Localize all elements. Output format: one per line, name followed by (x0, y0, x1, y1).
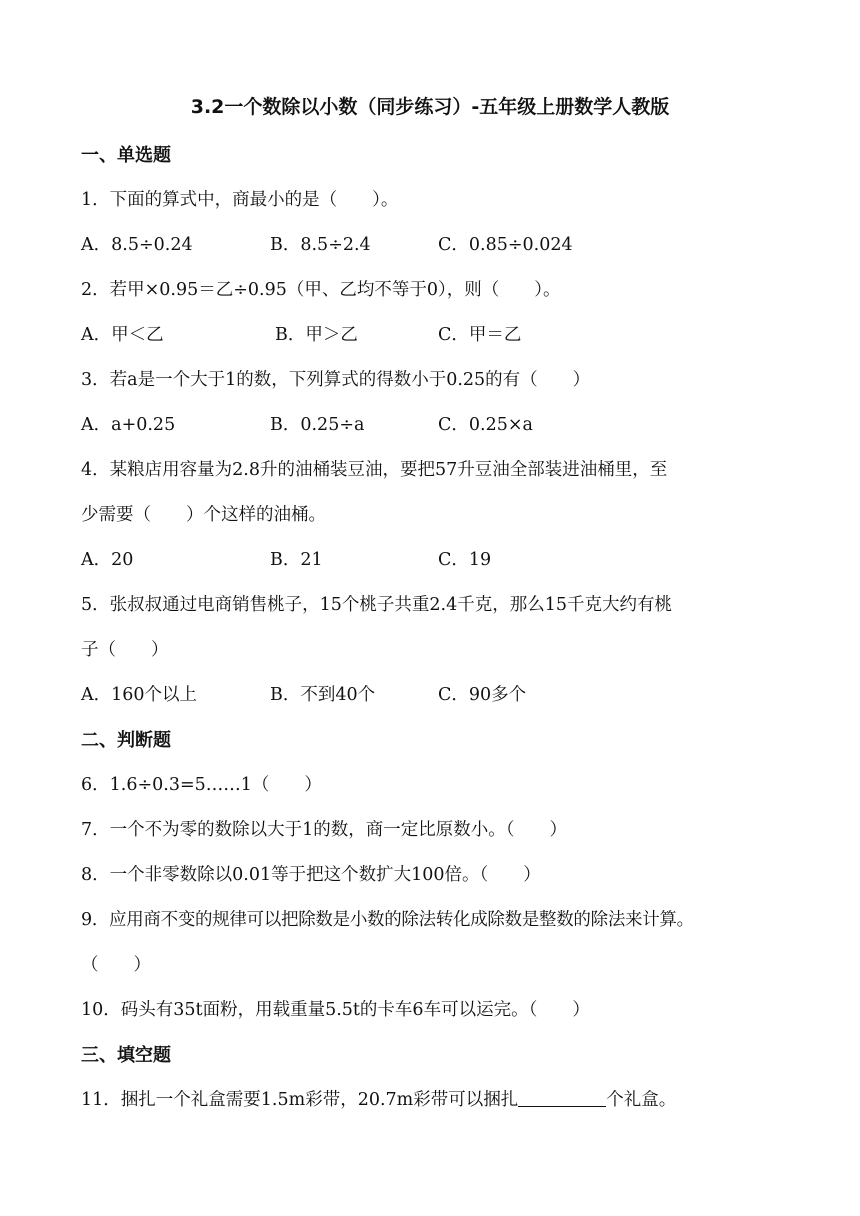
q4-option-b: B．21 (270, 550, 323, 570)
q3-option-c: C．0.25×a (438, 415, 533, 435)
question-9-line-2: （ ） (81, 955, 151, 975)
q2-option-a: A．甲＜乙 (81, 325, 164, 345)
page-title: 3.2一个数除以小数（同步练习）-五年级上册数学人教版 (190, 96, 670, 118)
question-5-line-1: 5．张叔叔通过电商销售桃子，15个桃子共重2.4千克，那么15千克大约有桃 (81, 595, 672, 615)
q2-option-b: B．甲＞乙 (275, 325, 358, 345)
section-heading-true-false: 二、判断题 (81, 730, 171, 751)
question-3: 3．若a是一个大于1的数，下列算式的得数小于0.25的有（ ） (81, 370, 591, 390)
question-11-text: 11．捆扎一个礼盒需要1.5m彩带，20.7m彩带可以捆扎 (81, 1090, 519, 1110)
q1-option-c: C．0.85÷0.024 (438, 235, 573, 255)
question-2: 2．若甲×0.95＝乙÷0.95（甲、乙均不等于0），则（ ）。 (81, 280, 561, 300)
section-heading-single-choice: 一、单选题 (81, 145, 171, 166)
q4-option-a: A．20 (81, 550, 134, 570)
q1-option-b: B．8.5÷2.4 (270, 235, 371, 255)
q4-option-c: C．19 (438, 550, 492, 570)
answer-blank[interactable] (518, 1088, 606, 1107)
q5-option-a: A．160个以上 (81, 685, 198, 705)
question-7: 7．一个不为零的数除以大于1的数，商一定比原数小。（ ） (81, 820, 568, 840)
question-4-line-1: 4．某粮店用容量为2.8升的油桶装豆油，要把57升豆油全部装进油桶里，至 (81, 460, 668, 480)
q3-option-a: A．a+0.25 (81, 415, 176, 435)
q3-option-b: B．0.25÷a (270, 415, 365, 435)
q2-option-c: C．甲＝乙 (438, 325, 522, 345)
question-4-line-2: 少需要（ ）个这样的油桶。 (81, 505, 326, 525)
question-11 (81, 1086, 676, 1111)
q5-option-b: B．不到40个 (270, 685, 376, 705)
question-6: 6．1.6÷0.3=5……1（ ） (81, 775, 322, 795)
section-heading-fill-blank: 三、填空题 (81, 1045, 171, 1066)
question-8: 8．一个非零数除以0.01等于把这个数扩大100倍。（ ） (81, 865, 541, 885)
question-5-line-2: 子（ ） (81, 640, 169, 660)
question-10: 10．码头有35t面粉，用载重量5.5t的卡车6车可以运完。（ ） (81, 1000, 590, 1020)
question-1: 1．下面的算式中，商最小的是（ ）。 (81, 190, 399, 210)
q1-option-a: A．8.5÷0.24 (81, 235, 193, 255)
question-11-text-end: 个礼盒。 (606, 1090, 677, 1110)
q5-option-c: C．90多个 (438, 685, 527, 705)
question-9-line-1: 9．应用商不变的规律可以把除数是小数的除法转化成除数是整数的除法来计算。 (81, 910, 694, 930)
